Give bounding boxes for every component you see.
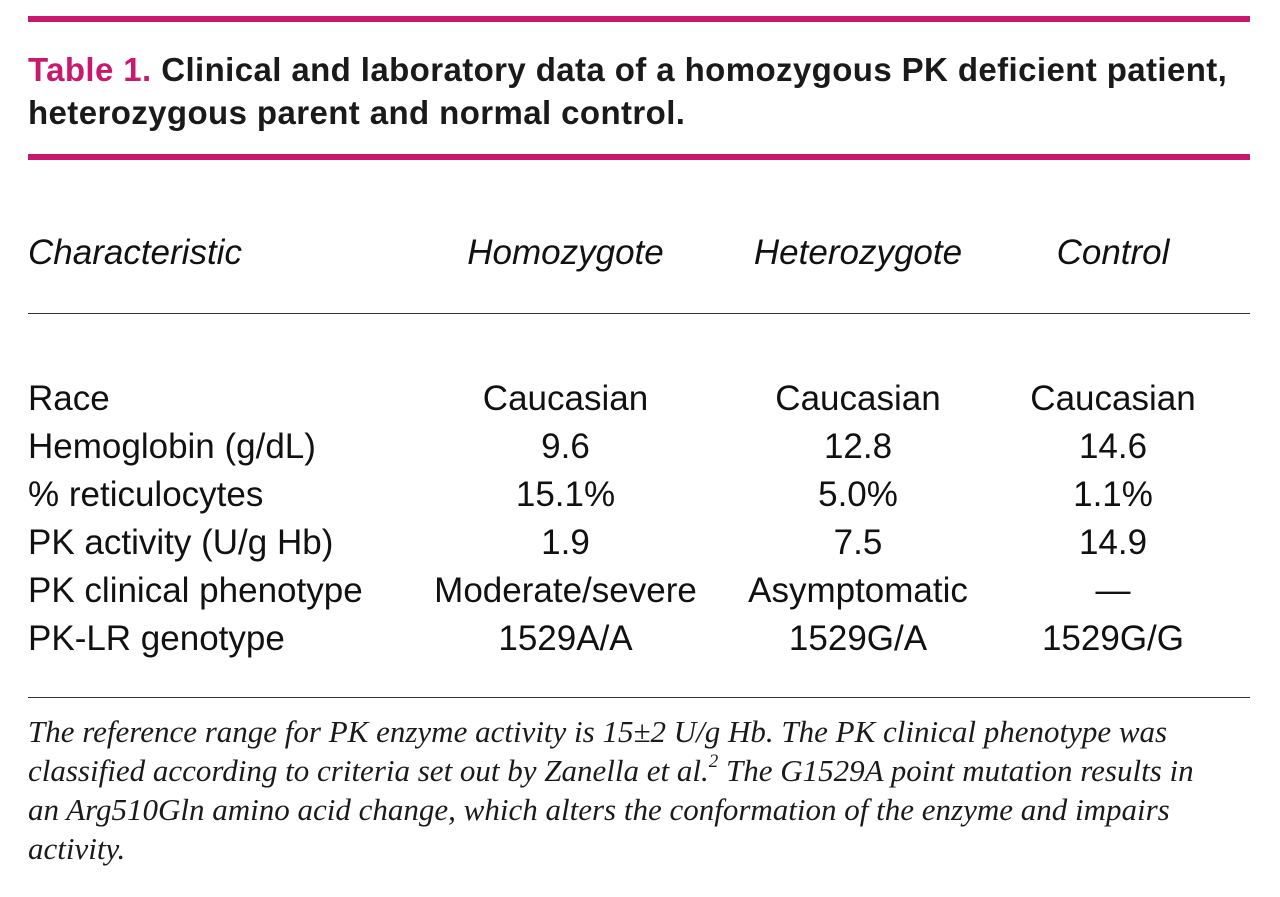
row-label: Race <box>28 379 110 418</box>
cell-homozygote: 9.6 <box>541 427 590 466</box>
table-row <box>28 375 1250 423</box>
row-label: PK-LR genotype <box>28 619 285 658</box>
title-bottom-rule <box>28 154 1250 160</box>
row-label: PK clinical phenotype <box>28 571 363 610</box>
cell-homozygote: 1529A/A <box>498 619 633 658</box>
table-title <box>28 48 1258 134</box>
cell-control: — <box>1095 571 1131 610</box>
row-label: % reticulocytes <box>28 475 264 514</box>
table-row <box>28 471 1250 519</box>
footnote-reference: 2 <box>708 751 719 772</box>
cell-heterozygote: Caucasian <box>775 379 941 418</box>
cell-heterozygote: 1529G/A <box>788 619 928 658</box>
title-top-rule <box>28 16 1250 22</box>
table-row <box>28 567 1250 615</box>
cell-control: 1529G/G <box>1041 619 1185 658</box>
cell-homozygote: Moderate/severe <box>434 571 697 610</box>
cell-homozygote: Caucasian <box>482 379 649 418</box>
cell-control: Caucasian <box>1030 379 1196 418</box>
table-footnote <box>28 712 1208 868</box>
footnote-text-2: The G1529A point mutation results in an Arg510Gln amino acid change, which alters the conformation of the enzyme and impairs activity. <box>28 753 1194 866</box>
footer-rule <box>28 697 1250 698</box>
cell-heterozygote: 5.0% <box>818 475 898 514</box>
table-row <box>28 519 1250 567</box>
table-label: Table 1. <box>28 51 152 88</box>
footnote-text-1: The reference range for PK enzyme activity is 15±2 U/g Hb. The PK clinical phenotype was classified according to criteria set out by Zanella et al. <box>28 714 1168 788</box>
header-control: Control <box>1056 233 1170 272</box>
row-label: PK activity (U/g Hb) <box>28 523 334 562</box>
cell-homozygote: 1.9 <box>541 523 590 562</box>
table-row <box>28 423 1250 471</box>
table-header-row <box>28 229 1250 277</box>
cell-heterozygote: Asymptomatic <box>748 571 968 610</box>
cell-control: 14.6 <box>1078 427 1148 466</box>
table-row <box>28 615 1250 663</box>
header-homozygote: Homozygote <box>467 233 664 272</box>
cell-control: 1.1% <box>1073 475 1153 514</box>
table-title-text: Clinical and laboratory data of a homozygous PK deficient patient, heterozygous parent and normal control. <box>28 51 1228 131</box>
cell-homozygote: 15.1% <box>515 475 616 514</box>
cell-control: 14.9 <box>1078 523 1148 562</box>
header-heterozygote: Heterozygote <box>753 233 963 272</box>
header-characteristic: Characteristic <box>28 233 242 272</box>
cell-heterozygote: 7.5 <box>833 523 883 562</box>
row-label: Hemoglobin (g/dL) <box>28 427 316 466</box>
cell-heterozygote: 12.8 <box>823 427 893 466</box>
header-rule <box>28 313 1250 314</box>
